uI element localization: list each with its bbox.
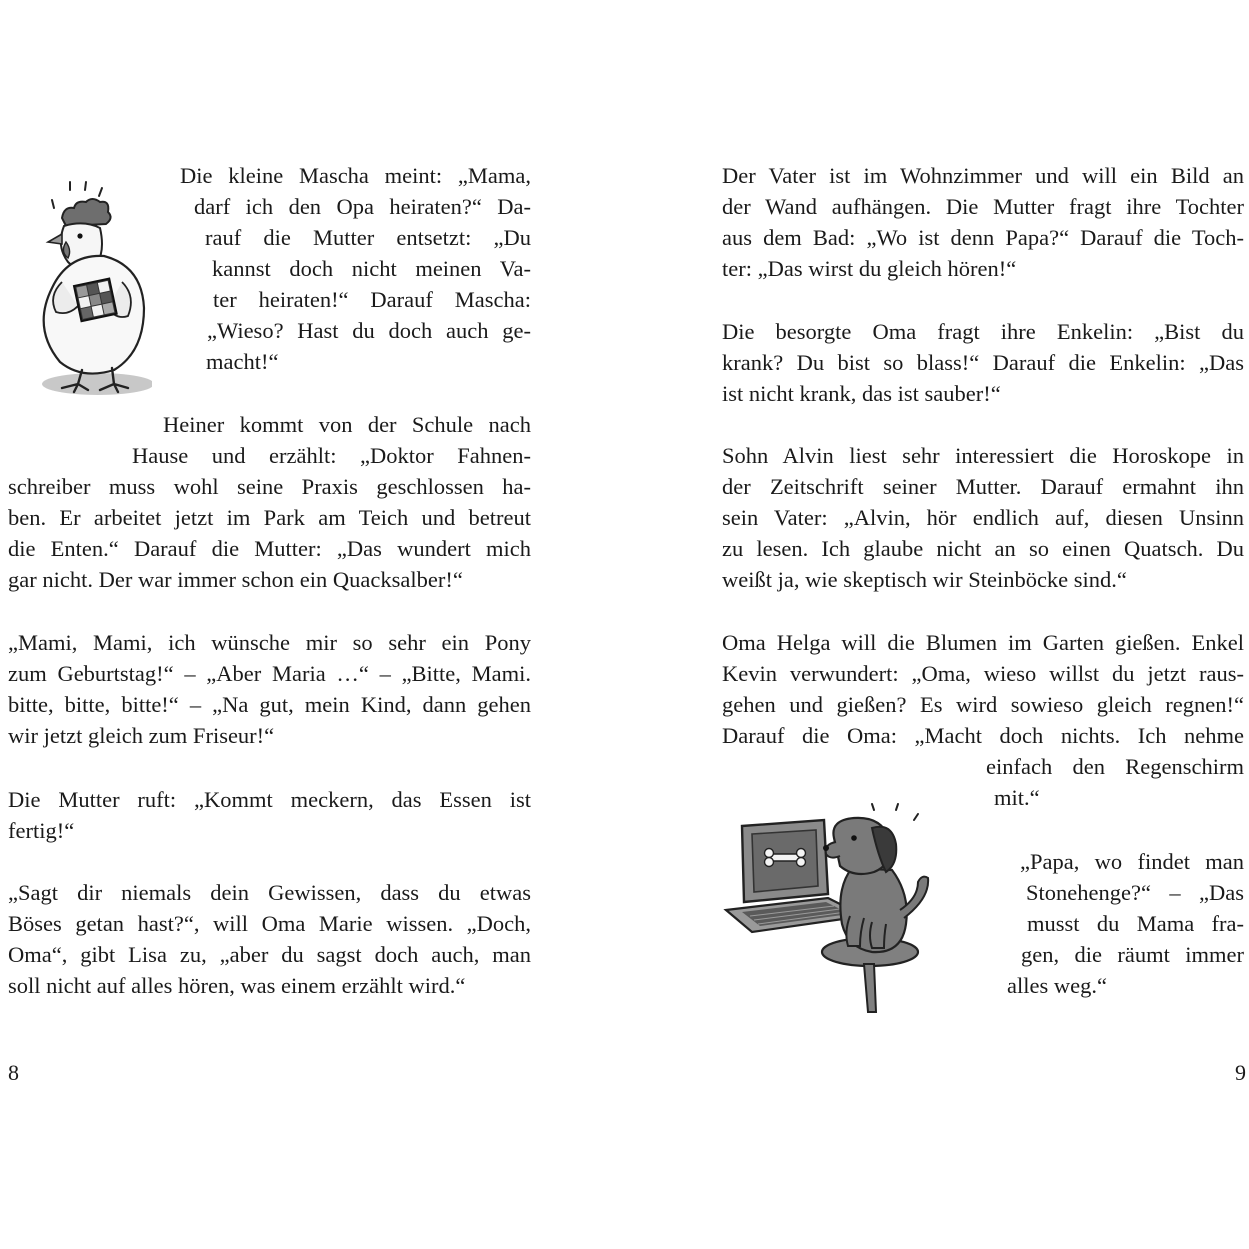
text-line: „Wieso? Hast du doch auch ge- — [207, 318, 531, 343]
text-line: Kevin verwundert: „Oma, wieso willst du jetzt raus- — [722, 661, 1244, 686]
page-number: 8 — [8, 1060, 19, 1085]
text-line: gen, die räumt immer — [1021, 942, 1244, 967]
text-line: macht!“ — [206, 349, 279, 374]
text-line: soll nicht auf alles hören, was einem erzählt wird.“ — [8, 973, 466, 998]
text-line: ter heiraten!“ Darauf Mascha: — [213, 287, 531, 312]
text-line: einfach den Regenschirm — [986, 754, 1244, 779]
text-line: ben. Er arbeitet jetzt im Park am Teich und betreut — [8, 505, 531, 530]
chicken-illustration — [26, 178, 152, 402]
text-line: Darauf die Oma: „Macht doch nichts. Ich nehme — [722, 723, 1244, 748]
text-line: ter: „Das wirst du gleich hören!“ — [722, 256, 1017, 281]
text-line: weißt ja, wie skeptisch wir Steinböcke sind.“ — [722, 567, 1127, 592]
text-line: der Zeitschrift seiner Mutter. Darauf ermahnt ihn — [722, 474, 1244, 499]
text-line: sein Vater: „Alvin, hör endlich auf, diesen Unsinn — [722, 505, 1244, 530]
right-page — [625, 0, 1249, 1249]
text-line: krank? Du bist so blass!“ Darauf die Enkelin: „Das — [722, 350, 1244, 375]
text-line: der Wand aufhängen. Die Mutter fragt ihre Tochter — [722, 194, 1244, 219]
text-line: „Sagt dir niemals dein Gewissen, dass du etwas — [8, 880, 531, 905]
page-number: 9 — [1235, 1060, 1246, 1085]
text-line: Sohn Alvin liest sehr interessiert die Horoskope in — [722, 443, 1244, 468]
text-line: rauf die Mutter entsetzt: „Du — [205, 225, 531, 250]
text-line: fertig!“ — [8, 818, 75, 843]
left-page — [0, 0, 624, 1249]
text-line: Die Mutter ruft: „Kommt meckern, das Essen ist — [8, 787, 531, 812]
text-line: mit.“ — [994, 785, 1040, 810]
text-line: Der Vater ist im Wohnzimmer und will ein Bild an — [722, 163, 1244, 188]
text-line: kannst doch nicht meinen Va- — [212, 256, 531, 281]
text-line: die Enten.“ Darauf die Mutter: „Das wundert mich — [8, 536, 531, 561]
text-line: Die besorgte Oma fragt ihre Enkelin: „Bist du — [722, 319, 1244, 344]
text-line: aus dem Bad: „Wo ist denn Papa?“ Darauf die Toch- — [722, 225, 1244, 250]
text-line: Die kleine Mascha meint: „Mama, — [180, 163, 531, 188]
text-line: musst du Mama fra- — [1027, 911, 1244, 936]
text-line: schreiber muss wohl seine Praxis geschlossen ha- — [8, 474, 531, 499]
text-line: darf ich den Opa heiraten?“ Da- — [194, 194, 531, 219]
text-line: zu lesen. Ich glaube nicht an so einen Quatsch. Du — [722, 536, 1244, 561]
text-line: „Papa, wo findet man — [1020, 849, 1244, 874]
text-line: Hause und erzählt: „Doktor Fahnen- — [132, 443, 531, 468]
text-line: „Mami, Mami, ich wünsche mir so sehr ein Pony — [8, 630, 531, 655]
text-line: gehen und gießen? Es wird sowieso gleich regnen!“ — [722, 692, 1244, 717]
dog-illustration — [722, 798, 946, 1020]
text-line: gar nicht. Der war immer schon ein Quacksalber!“ — [8, 567, 463, 592]
text-line: ist nicht krank, das ist sauber!“ — [722, 381, 1001, 406]
text-line: Böses getan hast?“, will Oma Marie wissen. „Doch, — [8, 911, 531, 936]
text-line: zum Geburtstag!“ – „Aber Maria …“ – „Bitte, Mami. — [8, 661, 531, 686]
text-line: bitte, bitte, bitte!“ – „Na gut, mein Kind, dann gehen — [8, 692, 531, 717]
text-line: alles weg.“ — [1007, 973, 1107, 998]
text-line: Oma Helga will die Blumen im Garten gießen. Enkel — [722, 630, 1244, 655]
text-line: Oma“, gibt Lisa zu, „aber du sagst doch auch, man — [8, 942, 531, 967]
text-line: Stonehenge?“ – „Das — [1026, 880, 1244, 905]
text-line: Heiner kommt von der Schule nach — [163, 412, 531, 437]
text-line: wir jetzt gleich zum Friseur!“ — [8, 723, 275, 748]
